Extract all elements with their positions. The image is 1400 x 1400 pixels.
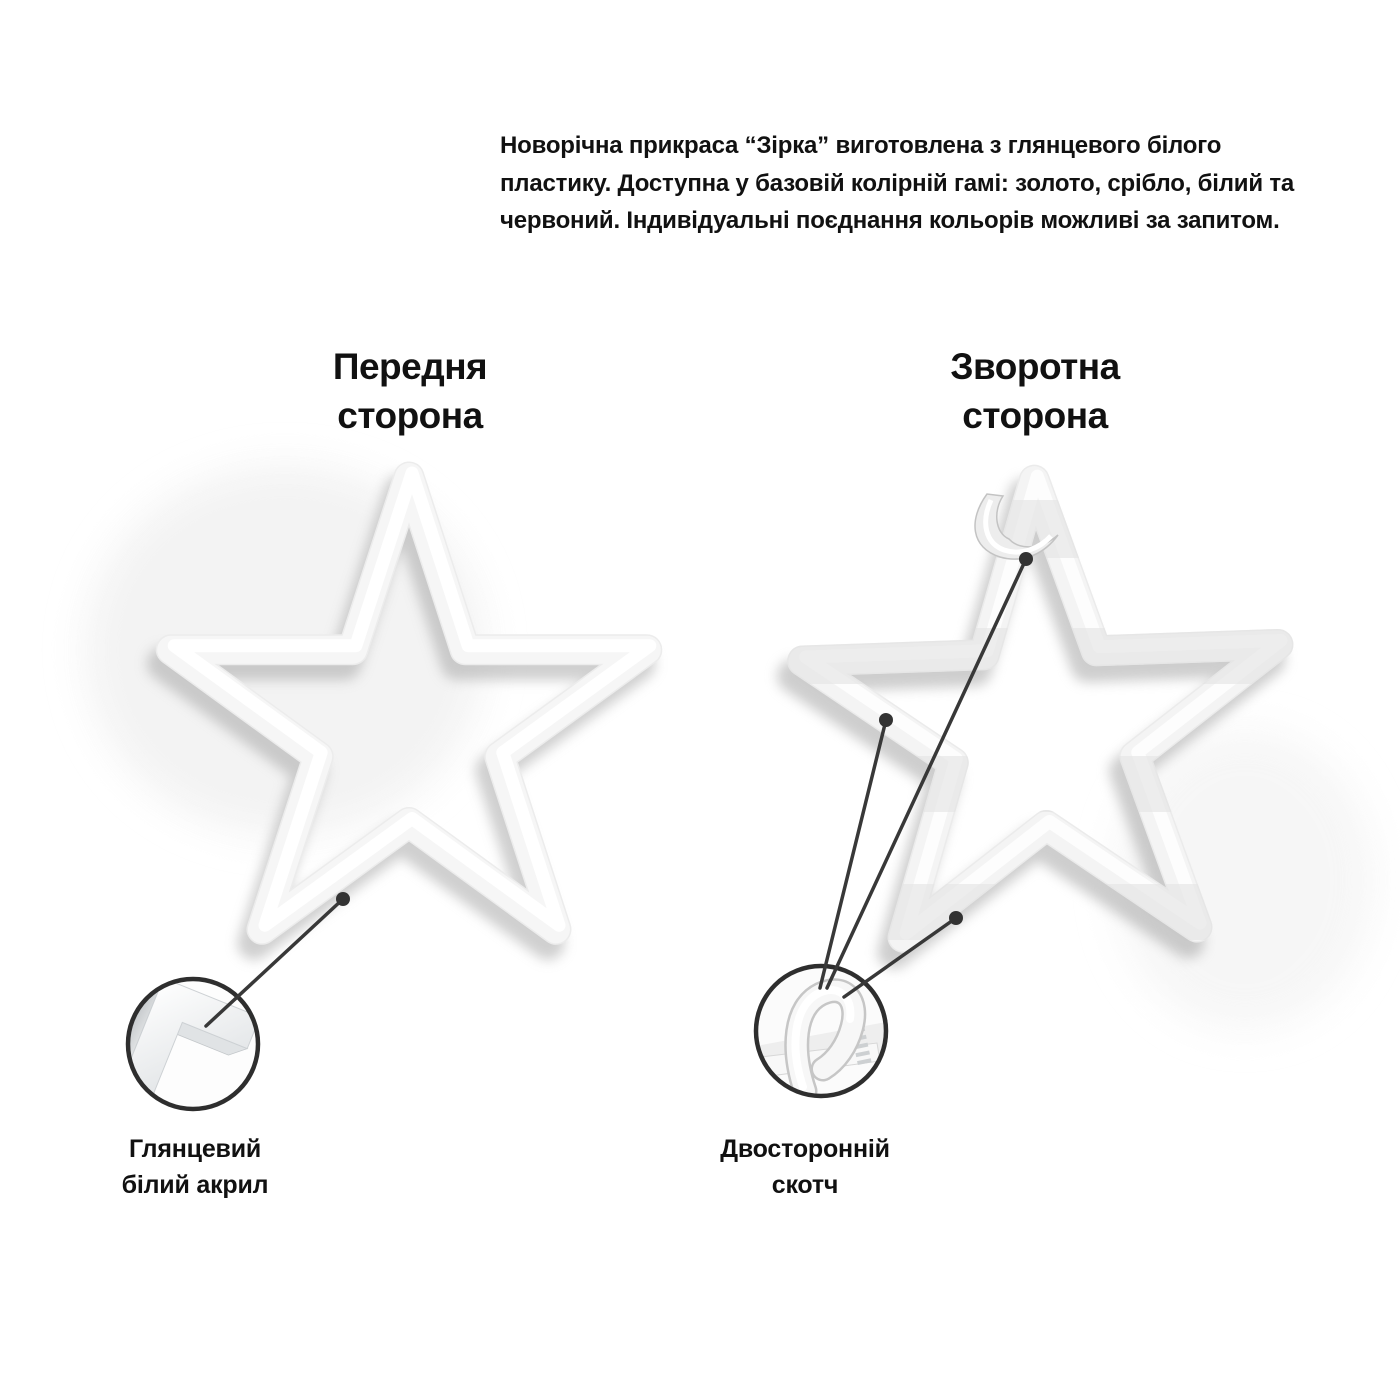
front-side-title: Передня сторона — [332, 346, 488, 436]
back-side-title: Зворотна сторона — [950, 346, 1120, 436]
product-description — [500, 127, 1320, 240]
description-line: червоний. Індивідуальні поєднання кольорів можливі за запитом. — [500, 207, 1280, 234]
description-line: пластику. Доступна у базовій колірній гамі: золото, срібло, білий та — [500, 169, 1295, 197]
back-callout-dot-left — [879, 713, 893, 727]
back-callout-label: Двосторонній скотч — [720, 1135, 890, 1199]
back-callout-dot-bottom — [949, 911, 963, 925]
front-callout-dot — [336, 892, 350, 906]
front-callout-label: Глянцевий білий акрил — [121, 1135, 269, 1199]
description-line: Новорічна прикраса “Зірка” виготовлена з глянцевого білого — [500, 132, 1222, 159]
back-callout-dot-top — [1019, 552, 1033, 566]
